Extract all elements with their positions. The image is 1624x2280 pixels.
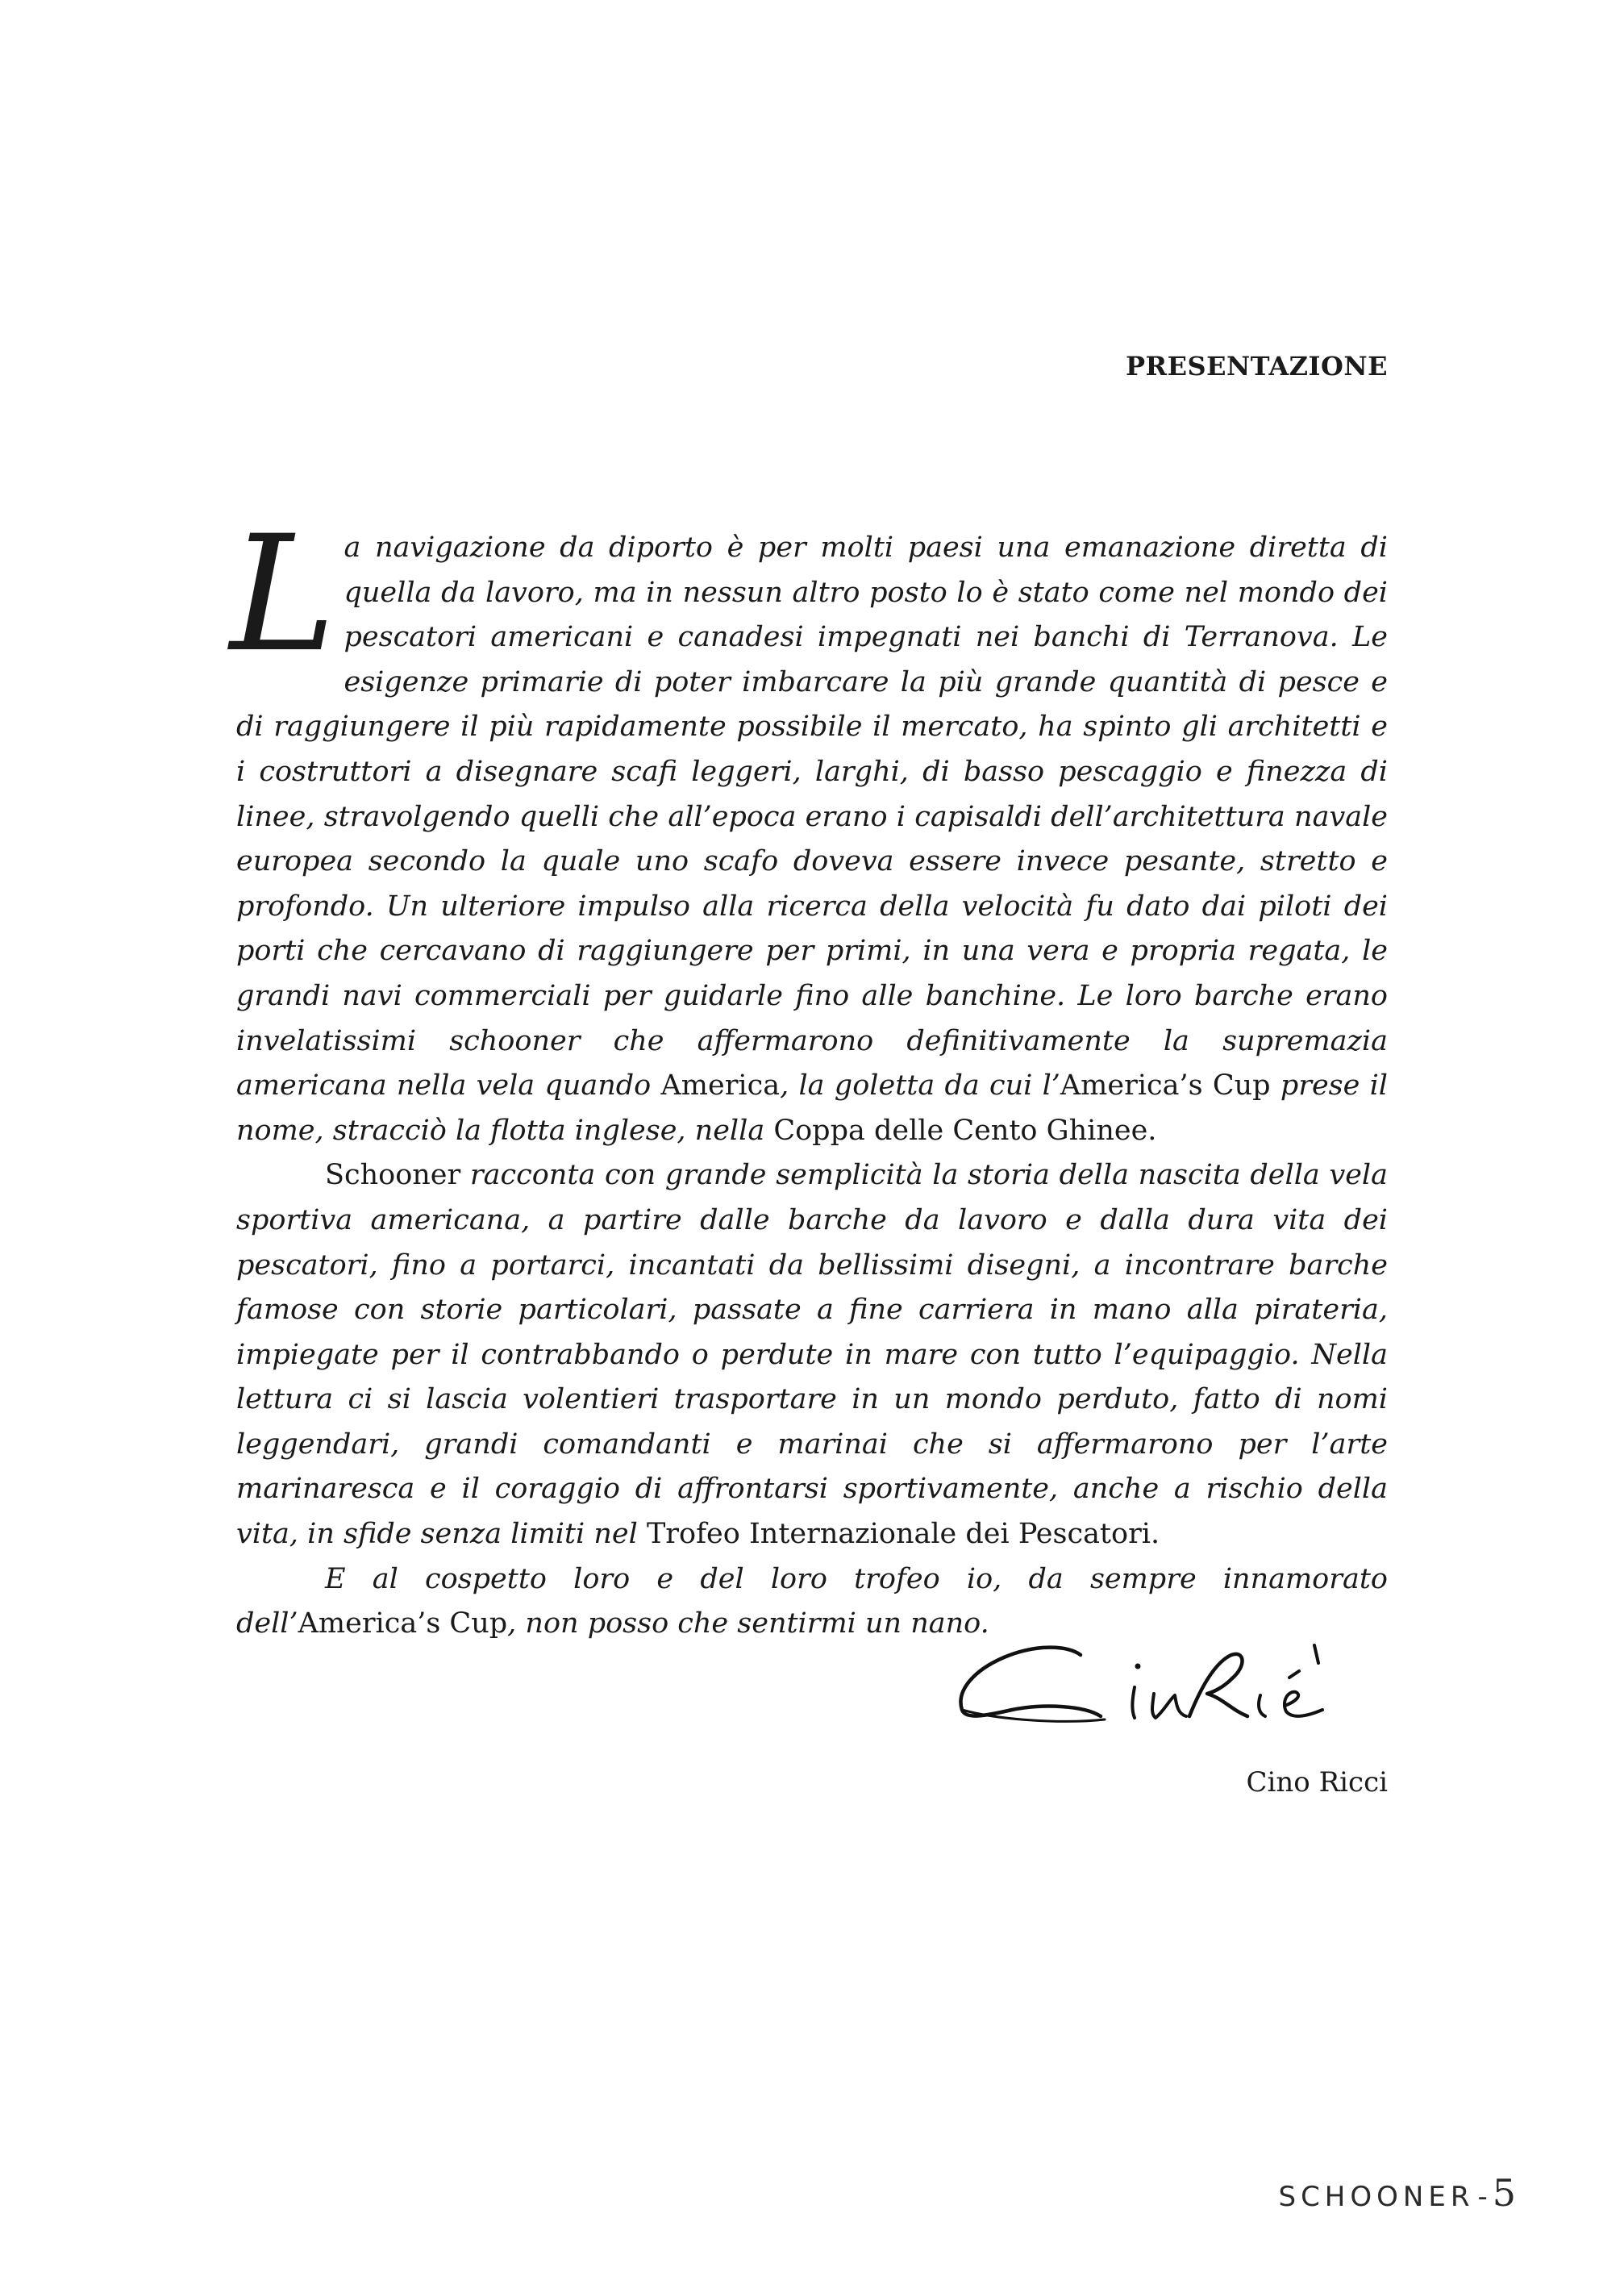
paragraph-2 [236, 1153, 1388, 1557]
paragraph-2-text: racconta con grande semplicità la storia della nascita della vela sportiva americana, a partire dalle barche da lavoro e dalla dura vita dei pescatori, fino a portarci, incantati da bellissimi disegni, a incontrare barche famose con storie particolari, passate a fine carriera in mano alla pirateria, impiegate per il contrabbando o perdute in mare con tutto l’equipaggio. Nella lettura ci si lascia volentieri trasportare in un mondo perduto, fatto di nomi leggendari, grandi comandanti e marinai che si affermarono per l’arte marinaresca e il coraggio di affrontarsi sportivamente, anche a rischio della vita, in sfide senza limiti nel [236, 1159, 1388, 1551]
coppa-name: Coppa delle Cento Ghinee [773, 1114, 1148, 1147]
running-title: SCHOONER [1278, 2181, 1475, 2213]
handwritten-signature [947, 1629, 1399, 1750]
page-title: PRESENTAZIONE [1125, 351, 1388, 381]
paragraph-3-end: , non posso che sentirmi un nano. [507, 1607, 989, 1640]
drop-cap: L [230, 501, 336, 687]
paragraph-2-end: . [1151, 1518, 1160, 1551]
americas-cup-name: America’s Cup [1060, 1069, 1271, 1102]
americas-cup-name-2: America’s Cup [298, 1607, 508, 1640]
paragraph-1-mid1: , la goletta da cui l’ [780, 1069, 1060, 1102]
page-footer [1278, 2171, 1516, 2215]
footer-separator: - [1477, 2181, 1488, 2213]
book-title-schooner: Schooner [325, 1159, 461, 1192]
ship-name-america: America [660, 1069, 781, 1102]
signer-name: Cino Ricci [1246, 1766, 1388, 1799]
paragraph-1-end: . [1147, 1114, 1157, 1147]
paragraph-1 [230, 501, 1388, 1153]
paragraph-3-text: E al cospetto loro e del loro trofeo io, da sempre innamorato dell’ [236, 1562, 1388, 1640]
trofeo-name: Trofeo Internazionale dei Pescatori [646, 1518, 1151, 1551]
page-number: 5 [1492, 2171, 1516, 2215]
paragraph-1-mid2: prese il nome, stracciò la flotta inglese, nella [236, 1069, 1388, 1147]
paragraph-1-intro: a navigazione da diporto è per molti paesi una emanazione diretta di quella da lavoro, ma in nessun altro posto lo è stato come nel mondo dei pescatori americani e canadesi impegnati nei banchi di Terranova. Le esigenze primarie di poter imbarcare la più grande quantità di pesce e di raggiungere il più rapidamente possibile il mercato, ha spinto gli architetti e i costruttori a disegnare scafi leggeri, larghi, di basso pescaggio e finezza di linee, stravolgendo quelli che all’epoca erano i capisaldi dell’architettura navale europea secondo la quale uno scafo doveva essere invece pesante, stretto e profondo. Un ulteriore impulso alla ricerca della velocità fu dato dai piloti dei porti che cercavano di raggiungere per primi, in una vera e propria regata, le grandi navi commerciali per guidarle fino alle banchine. Le loro barche erano invelatissimi schooner che affermarono definitivamente la supremazia americana nella vela quando [236, 531, 1388, 1102]
presentation-text [230, 501, 1388, 1647]
